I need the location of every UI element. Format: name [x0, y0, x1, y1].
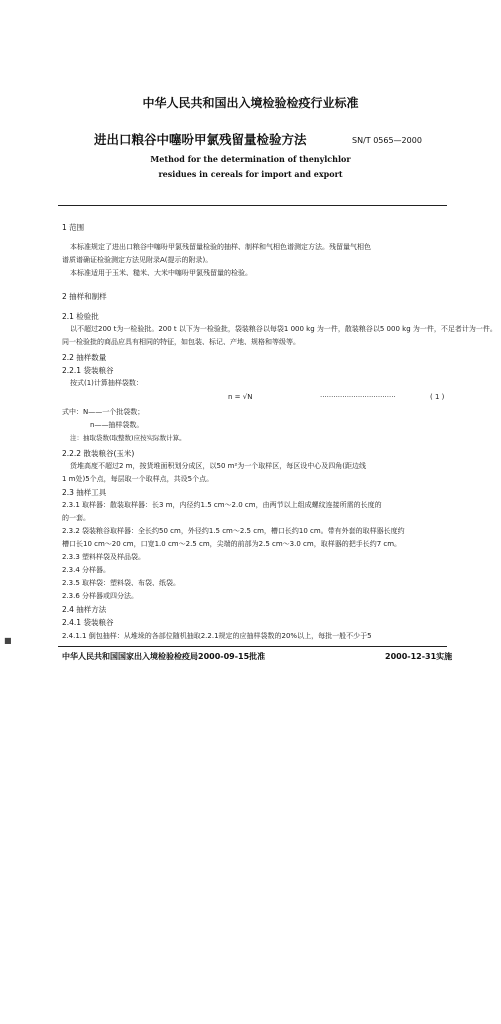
section-2-2-2-heading: 2.2.2 散装粮谷(玉米) [62, 449, 135, 458]
formula-where-1: 式中：N——一个批袋数； [62, 408, 145, 416]
section-2-3-heading: 2.3 抽样工具 [62, 488, 107, 497]
section-2-heading: 2 抽样和制样 [62, 292, 107, 301]
formula-where-2: n——抽样袋数。 [90, 421, 144, 429]
section-2-1-paragraph-2: 同一检验批的商品应具有相同的特征，如包装、标记、产地、规格和等级等。 [62, 338, 300, 346]
org-title: 中华人民共和国出入境检验检疫行业标准 [142, 96, 359, 110]
english-title-line-1: Method for the determination of thenylchlor [150, 154, 351, 164]
english-title-line-2: residues in cereals for import and export [158, 169, 343, 179]
standard-code: SN/T 0565—2000 [352, 136, 422, 145]
section-2-3-6: 2.3.6 分样器或四分法。 [62, 592, 139, 600]
section-1-paragraph-2: 本标准适用于玉米、糙米、大米中噻吩甲氯残留量的检验。 [70, 269, 252, 277]
section-1-heading: 1 范围 [62, 223, 85, 232]
implementation-date: 2000-12-31实施 [385, 652, 453, 661]
section-1-paragraph-1b: 谱质谱确证检验测定方法见附录A(提示的附录)。 [62, 256, 213, 264]
section-2-3-4: 2.3.4 分样器。 [62, 566, 111, 574]
section-2-4-1-1: 2.4.1.1 倒包抽样：从堆垛的各部位随机抽取2.2.1规定的应抽样袋数的20%以上，每批一般不少于5 [62, 632, 372, 640]
section-2-3-1-line-2: 的一套。 [62, 514, 90, 522]
section-2-3-2-line-2: 槽口长10 cm～20 cm，口宽1.0 cm～2.5 cm，尖端的前部为2.5 cm～3.0 cm，取样器的把手长约7 cm。 [62, 540, 402, 548]
section-2-2-1-heading: 2.2.1 袋装粮谷 [62, 366, 114, 375]
section-1-paragraph-1a: 本标准规定了进出口粮谷中噻吩甲氯残留量检验的抽样、制样和气相色谱测定方法。残留量气相色 [70, 243, 371, 251]
formula-dot-leader: ·································· [320, 393, 396, 401]
section-2-3-1-line-1: 2.3.1 取样器：散装取样器：长3 m，内径约1.5 cm～2.0 cm，由两节以上组成螺纹连接所需的长度的 [62, 501, 382, 509]
formula: n = √N [228, 393, 253, 401]
section-2-3-5: 2.3.5 取样袋：塑料袋、布袋、纸袋。 [62, 579, 181, 587]
section-2-4-heading: 2.4 抽样方法 [62, 605, 107, 614]
section-2-2-1-paragraph: 按式(1)计算抽样袋数： [70, 379, 143, 387]
section-2-2-2-paragraph-1: 货堆高度不超过2 m，按货堆面积划分成区，以50 m²为一个取样区，每区设中心及四角(距边线 [70, 462, 366, 470]
section-2-2-heading: 2.2 抽样数量 [62, 353, 107, 362]
header-divider [58, 205, 447, 206]
approval-date: 中华人民共和国国家出入境检验检疫局2000-09-15批准 [62, 652, 266, 661]
formula-number: ( 1 ) [430, 393, 445, 401]
footer-divider [58, 646, 447, 647]
section-2-1-paragraph-1: 以不超过200 t为一检验批。200 t 以下为一检验批，袋装粮谷以每袋1 000 kg 为一件，散装粮谷以5 000 kg 为一件，不足者计为一件。 [70, 325, 497, 333]
section-2-3-3: 2.3.3 塑料样袋及样品袋。 [62, 553, 146, 561]
formula-note: 注：抽取袋数(取整数)应按实际数计算。 [70, 434, 186, 442]
section-2-4-1-heading: 2.4.1 袋装粮谷 [62, 618, 114, 627]
document-title: 进出口粮谷中噻吩甲氯残留量检验方法 [94, 132, 307, 147]
section-2-1-heading: 2.1 检验批 [62, 312, 99, 321]
margin-mark: ■ [4, 636, 12, 645]
section-2-2-2-paragraph-2: 1 m处)5个点，每层取一个取样点，共设5个点。 [62, 475, 214, 483]
section-2-3-2-line-1: 2.3.2 袋装粮谷取样器：全长约50 cm，外径约1.5 cm～2.5 cm，槽口长约10 cm。带有外套的取样器长度约 [62, 527, 405, 535]
